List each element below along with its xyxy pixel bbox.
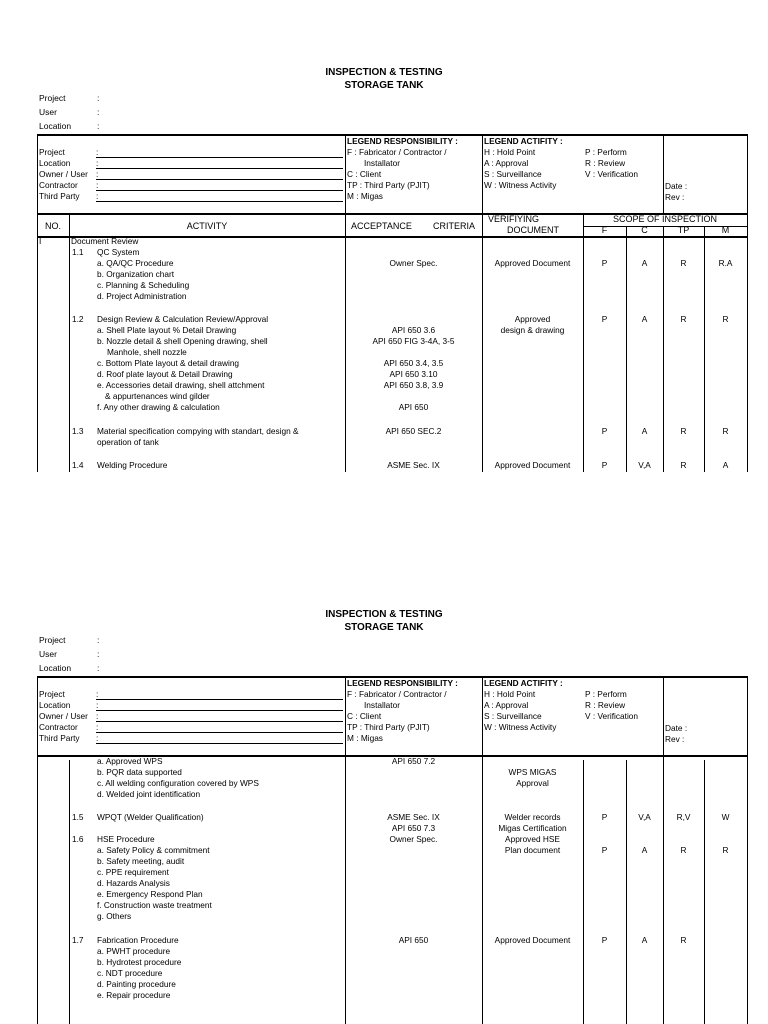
activity-line: b. PQR data supported: [97, 767, 182, 777]
activity-line: b. Hydrotest procedure: [97, 957, 182, 967]
info-colon: :: [96, 147, 99, 157]
activity-line: e. Repair procedure: [97, 990, 171, 1000]
activity-line: c. NDT procedure: [97, 968, 163, 978]
legend-line: TP : Third Party (PJIT): [347, 722, 430, 732]
legend-line: Installator: [364, 158, 400, 168]
acceptance-line: API 650 FIG 3-4A, 3-5: [372, 336, 455, 346]
meta-colon: :: [97, 649, 100, 659]
row-number: 1.5: [72, 812, 84, 822]
activity-line: d. Hazards Analysis: [97, 878, 170, 888]
row-verifying: [482, 834, 583, 856]
col-scope-header: SCOPE OF INSPECTION: [612, 214, 717, 224]
info-colon: :: [96, 689, 99, 699]
activity-line: operation of tank: [97, 437, 159, 447]
row-tp: R: [680, 314, 687, 324]
activity-line: a. QA/QC Procedure: [97, 258, 174, 268]
info-colon: :: [96, 180, 99, 190]
row-m: R.A: [718, 258, 733, 268]
row-f: P: [601, 258, 608, 268]
legend-line: V : Verification: [585, 711, 639, 721]
legend-line: W : Witness Activity: [484, 180, 557, 190]
activity-line: e. Accessories detail drawing, shell attchment: [97, 380, 265, 390]
date-label: Date :: [665, 181, 688, 191]
activity-line: b. Safety meeting, audit: [97, 856, 185, 866]
verifying-line: Migas Certification: [498, 823, 567, 833]
activity-line: c. PPE requirement: [97, 867, 169, 877]
acceptance-line: API 650 7.3: [391, 823, 436, 833]
meta-location-label: Location: [39, 663, 72, 673]
row-activity: [97, 426, 299, 448]
acceptance-line: [345, 347, 482, 358]
activity-line: a. PWHT procedure: [97, 946, 171, 956]
activity-line: e. Emergency Respond Plan: [97, 889, 203, 899]
legend-line: H : Hold Point: [484, 147, 536, 157]
doc-subtitle: STORAGE TANK: [344, 80, 424, 91]
meta-user-label: User: [39, 107, 57, 117]
meta-colon: :: [97, 107, 100, 117]
legend-line: F : Fabricator / Contractor /: [347, 147, 447, 157]
row-acceptance: ASME Sec. IX: [387, 460, 440, 470]
info-location-label: Location: [39, 158, 71, 168]
row-verifying: Approved Document: [494, 460, 571, 470]
activity-line: c. Planning & Scheduling: [97, 280, 190, 290]
legend-line: R : Review: [585, 700, 626, 710]
legend-activity: [484, 136, 563, 191]
legend-line: M : Migas: [347, 733, 383, 743]
legend-line: V : Verification: [585, 169, 639, 179]
acceptance-line: ASME Sec. IX: [387, 812, 440, 822]
legend-line: M : Migas: [347, 191, 383, 201]
legend-line: W : Witness Activity: [484, 722, 557, 732]
col-criteria-header: CRITERIA: [433, 221, 476, 231]
activity-line: g. Others: [97, 911, 132, 921]
row-m: R: [722, 314, 729, 324]
row-m: W: [721, 812, 730, 822]
info-project-label: Project: [39, 147, 65, 157]
row-m: R: [722, 845, 729, 855]
legend-responsibility: [347, 678, 458, 744]
section-number: I: [39, 236, 42, 246]
row-acceptance: API 650 SEC.2: [385, 426, 442, 436]
row-acceptance: Owner Spec.: [389, 834, 438, 844]
acceptance-line: API 650: [398, 402, 429, 412]
row-activity: [97, 314, 268, 413]
legend-responsibility: [347, 136, 458, 202]
row-m: A: [722, 460, 729, 470]
verifying-line: design & drawing: [500, 325, 565, 335]
info-third-party-label: Third Party: [39, 733, 80, 743]
verifying-line: Welder records: [504, 812, 561, 822]
col-f-header: F: [601, 225, 608, 235]
rev-label: Rev :: [665, 734, 685, 744]
info-third-party-label: Third Party: [39, 191, 80, 201]
col-activity-header: ACTIVITY: [186, 221, 228, 231]
col-verifying-header: VERIFIYING: [488, 214, 540, 224]
row-f: P: [601, 314, 608, 324]
row-number: 1.7: [72, 935, 84, 945]
row-acceptance: Owner Spec.: [389, 258, 438, 268]
meta-project-label: Project: [39, 93, 66, 103]
col-acceptance-header: ACCEPTANCE: [351, 221, 412, 231]
row-m: R: [722, 426, 729, 436]
verifying-line: Plan document: [504, 845, 561, 855]
activity-line: d. Roof plate layout & Detail Drawing: [97, 369, 233, 379]
row-number: 1.3: [72, 426, 84, 436]
date-label: Date :: [665, 723, 688, 733]
info-contractor-label: Contractor: [39, 722, 78, 732]
row-c: A: [641, 426, 648, 436]
legend-line: F : Fabricator / Contractor /: [347, 689, 447, 699]
activity-line: d. Painting procedure: [97, 979, 176, 989]
verifying-line: Approval: [516, 778, 549, 788]
legend-line: S : Surveillance: [484, 711, 542, 721]
activity-line: Manhole, shell nozzle: [107, 347, 187, 357]
info-colon: :: [96, 158, 99, 168]
doc-title: INSPECTION & TESTING: [325, 67, 443, 78]
row-acceptance: [345, 314, 482, 413]
row-verifying: [482, 314, 583, 336]
row-tp: R: [680, 460, 687, 470]
activity-line: HSE Procedure: [97, 834, 155, 844]
row-tp: R: [680, 845, 687, 855]
info-owner-label: Owner / User: [39, 169, 88, 179]
row-activity: [97, 834, 212, 922]
row-activity: Welding Procedure: [97, 460, 168, 470]
acceptance-line: API 650 3.10: [389, 369, 438, 379]
legend-responsibility-heading: LEGEND RESPONSIBILITY :: [347, 678, 458, 688]
row-c: A: [641, 314, 648, 324]
meta-colon: :: [97, 121, 100, 131]
acceptance-line: [345, 391, 482, 402]
meta-colon: :: [97, 635, 100, 645]
legend-line: Installator: [364, 700, 400, 710]
row-acceptance: API 650 7.2: [391, 756, 436, 766]
legend-activity-right: [585, 147, 638, 180]
verifying-line: Approved: [514, 314, 551, 324]
info-colon: :: [96, 700, 99, 710]
row-number: 1.4: [72, 460, 84, 470]
acceptance-line: API 650 3.4, 3.5: [383, 358, 444, 368]
row-acceptance: API 650: [398, 935, 429, 945]
row-verifying: Approved Document: [494, 258, 571, 268]
row-f: P: [601, 812, 608, 822]
row-number: 1.1: [72, 247, 84, 257]
row-tp: R: [680, 935, 687, 945]
legend-responsibility-heading: LEGEND RESPONSIBILITY :: [347, 136, 458, 146]
row-activity: [97, 756, 259, 800]
col-c-header: C: [641, 225, 648, 235]
legend-line: C : Client: [347, 711, 382, 721]
row-c: V,A: [638, 460, 651, 470]
row-c: A: [641, 258, 648, 268]
activity-line: f. Construction waste treatment: [97, 900, 212, 910]
meta-project-label: Project: [39, 635, 66, 645]
row-verifying: [482, 767, 583, 789]
legend-line: C : Client: [347, 169, 382, 179]
legend-activity-heading: LEGEND ACTIFITY :: [484, 678, 563, 688]
activity-line: b. Organization chart: [97, 269, 175, 279]
legend-line: TP : Third Party (PJIT): [347, 180, 430, 190]
info-location-label: Location: [39, 700, 71, 710]
meta-colon: :: [97, 663, 100, 673]
acceptance-line: [345, 314, 482, 325]
row-tp: R: [680, 426, 687, 436]
meta-location-label: Location: [39, 121, 72, 131]
legend-line: A : Approval: [484, 158, 529, 168]
section-title: Document Review: [71, 236, 139, 246]
row-verifying: Approved Document: [494, 935, 571, 945]
activity-line: a. Approved WPS: [97, 756, 163, 766]
row-f: P: [601, 935, 608, 945]
row-number: 1.6: [72, 834, 84, 844]
info-colon: :: [96, 191, 99, 201]
meta-user-label: User: [39, 649, 57, 659]
row-c: A: [641, 845, 648, 855]
doc-title: INSPECTION & TESTING: [325, 609, 443, 620]
legend-line: A : Approval: [484, 700, 529, 710]
row-verifying: [482, 812, 583, 834]
verifying-line: Approved HSE: [505, 834, 560, 844]
doc-subtitle: STORAGE TANK: [344, 622, 424, 633]
activity-line: a. Shell Plate layout % Detail Drawing: [97, 325, 237, 335]
info-project-label: Project: [39, 689, 65, 699]
legend-line: R : Review: [585, 158, 626, 168]
activity-line: & appurtenances wind gilder: [105, 391, 210, 401]
activity-line: d. Project Administration: [97, 291, 187, 301]
row-c: A: [641, 935, 648, 945]
col-tp-header: TP: [677, 225, 690, 235]
col-no-header: NO.: [44, 221, 61, 231]
info-colon: :: [96, 722, 99, 732]
activity-line: Material specification compying with standart, design &: [97, 426, 299, 436]
activity-line: Fabrication Procedure: [97, 935, 179, 945]
row-activity: [97, 935, 181, 1001]
info-colon: :: [96, 169, 99, 179]
legend-line: S : Surveillance: [484, 169, 542, 179]
row-acceptance: [345, 812, 482, 834]
row-tp: R,V: [676, 812, 691, 822]
activity-line: QC System: [97, 247, 140, 257]
col-verifying-header-2: DOCUMENT: [507, 225, 559, 235]
legend-line: P : Perform: [585, 147, 627, 157]
row-tp: R: [680, 258, 687, 268]
acceptance-line: API 650 3.8, 3.9: [383, 380, 444, 390]
info-colon: :: [96, 711, 99, 721]
meta-colon: :: [97, 93, 100, 103]
activity-line: Design Review & Calculation Review/Approval: [97, 314, 269, 324]
row-activity: [97, 247, 189, 302]
row-activity: WPQT (Welder Qualification): [97, 812, 204, 822]
activity-line: f. Any other drawing & calculation: [97, 402, 220, 412]
activity-line: b. Nozzle detail & shell Opening drawing, shell: [97, 336, 268, 346]
col-m-header: M: [721, 225, 730, 235]
row-c: V,A: [638, 812, 651, 822]
legend-line: H : Hold Point: [484, 689, 536, 699]
row-f: P: [601, 426, 608, 436]
verifying-line: WPS MIGAS: [508, 767, 557, 777]
row-f: P: [601, 845, 608, 855]
info-owner-label: Owner / User: [39, 711, 88, 721]
activity-line: d. Welded joint identification: [97, 789, 201, 799]
activity-line: c. All welding configuration covered by WPS: [97, 778, 259, 788]
rev-label: Rev :: [665, 192, 685, 202]
info-colon: :: [96, 733, 99, 743]
legend-activity: [484, 678, 563, 733]
legend-activity-heading: LEGEND ACTIFITY :: [484, 136, 563, 146]
info-contractor-label: Contractor: [39, 180, 78, 190]
activity-line: c. Bottom Plate layout & detail drawing: [97, 358, 240, 368]
row-f: P: [601, 460, 608, 470]
row-number: 1.2: [72, 314, 84, 324]
legend-line: P : Perform: [585, 689, 627, 699]
legend-activity-right: [585, 689, 638, 722]
acceptance-line: API 650 3.6: [391, 325, 436, 335]
activity-line: a. Safety Policy & commitment: [97, 845, 210, 855]
